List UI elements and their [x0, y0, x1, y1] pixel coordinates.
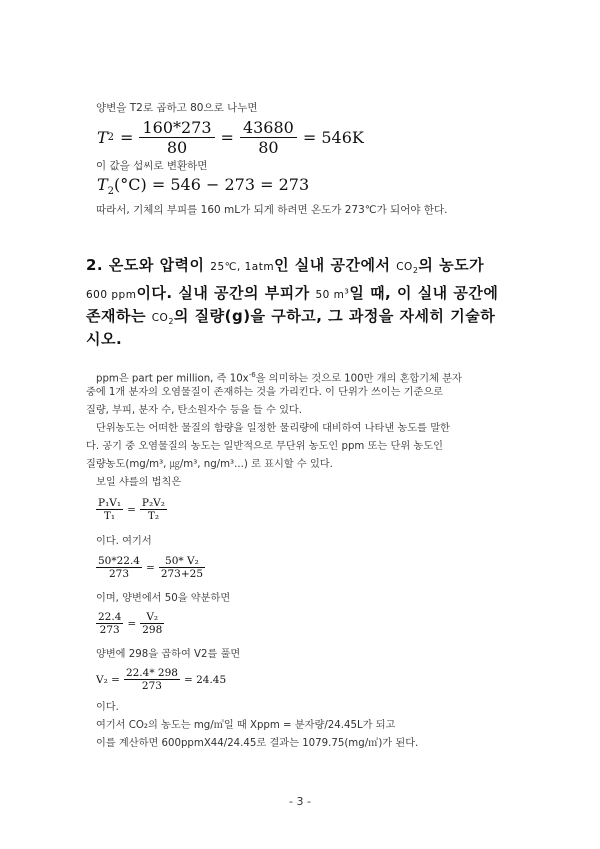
question-line-2 — [86, 282, 498, 303]
fraction: $\frac{\text{50* V₂}}{273+25}$ — [160, 555, 204, 580]
question-text: 온도와 압력이 — [108, 256, 205, 274]
paragraph-line: 질량농도(mg/m³, ㎍/m³, ng/m³...) 로 표시할 수 있다. — [86, 459, 333, 470]
fraction: $\frac{\text{P₂V₂}}{\text{T₂}}$ — [141, 497, 165, 522]
paragraph-line: 중에 1개 분자의 오염물질이 존재하는 것을 가리킨다. 이 단위가 쓰이는 기준으로 — [86, 387, 444, 398]
fraction-denominator: 80 — [139, 137, 214, 157]
question-text: 인 실내 공간에서 — [274, 256, 391, 274]
equation-t2-kelvin — [97, 118, 364, 157]
paragraph-line: ppm은 part per million, 즉 $10x^{-6}$을 의미하는 것으로 100만 개의 혼합기체 분자 — [96, 371, 462, 385]
math-result: = 546K — [302, 128, 364, 147]
fraction: $\frac{\text{P₁V₁}}{\text{T₁}}$ — [98, 497, 122, 522]
paragraph-line: 단위농도는 어떠한 물질의 함량을 일정한 물리량에 대비하여 나타낸 농도를 말한 — [96, 423, 450, 434]
fraction-numerator: 43680 — [242, 118, 294, 137]
question-line-1 — [86, 254, 484, 275]
page-number: - 3 - — [289, 795, 311, 808]
co2-formula: $CO_2$ — [396, 261, 419, 276]
fraction: $\frac{50*22.4}{273}$ — [98, 555, 140, 580]
fraction: $\frac{\text{V₂}}{298}$ — [142, 611, 163, 636]
question-line-4: 시오. — [86, 330, 123, 348]
math-rhs: = 546 − 273 = 273 — [151, 175, 310, 194]
text-line: 이 값을 섭씨로 변환하면 — [96, 160, 208, 172]
question-number: 2. — [86, 256, 104, 274]
formula-boyle-charles: $\frac{\text{P₁V₁}}{\text{T₁}}$ = $\frac{\text{P₂V₂}}{\text{T₂}}$ — [98, 497, 165, 522]
question-ppm: 600 ppm — [86, 289, 137, 301]
fraction: $\frac{22.4}{273}$ — [98, 611, 122, 636]
question-text: 이다. 실내 공간의 부피가 — [136, 284, 310, 302]
math-var: T — [97, 175, 108, 194]
math-sub: 2 — [107, 186, 115, 198]
paragraph-line: 보일 샤를의 법칙은 — [96, 477, 182, 488]
paragraph-line: 이를 계산하면 600ppmX44/24.45로 결과는 1079.75(mg/㎥)가 된다. — [96, 738, 419, 749]
fraction-denominator: 80 — [240, 137, 297, 157]
text-line: 따라서, 기체의 부피를 160 mL가 되게 하려면 온도가 273℃가 되어야 한다. — [96, 204, 448, 216]
question-condition: 25℃, 1atm — [210, 261, 275, 273]
paragraph-line: 여기서 CO₂의 농도는 mg/㎥일 때 Xppm = 분자량/24.45L가 되고 — [96, 720, 396, 731]
paragraph-line: 질량, 부피, 분자 수, 탄소원자수 등을 들 수 있다. — [86, 405, 302, 416]
fraction: $\frac{22.4* 298}{273}$ — [125, 667, 178, 692]
equation-t2-celsius — [97, 175, 309, 197]
question-text: 존재하는 — [86, 307, 146, 325]
formula-substitution: $\frac{50*22.4}{273}$ = $\frac{\text{50* V₂}}{273+25}$ — [98, 555, 204, 580]
paragraph-line: 다. 공기 중 오염물질의 농도는 일반적으로 무단위 농도인 ppm 또는 단위 농도인 — [86, 441, 443, 452]
fraction — [240, 118, 297, 157]
fraction — [139, 118, 214, 157]
math-unit: (°C) — [114, 175, 147, 194]
paragraph-line: 이며, 양변에서 50을 약분하면 — [96, 593, 231, 604]
math-var: T — [97, 128, 108, 147]
math-eq: = — [120, 128, 134, 147]
question-text: 의 질량(g)을 구하고, 그 과정을 자세히 기술하 — [173, 307, 496, 325]
formula-reduced: $\frac{22.4}{273}$ = $\frac{\text{V₂}}{298}$ — [98, 611, 163, 636]
question-text: 일 때, 이 실내 공간에 — [349, 284, 499, 302]
co2-formula: $CO_2$ — [151, 312, 174, 327]
text-line: 양변을 T2로 곱하고 80으로 나누면 — [96, 102, 258, 114]
fraction-numerator: 160*273 — [142, 118, 212, 137]
paragraph-line: 이다. — [96, 702, 119, 713]
paragraph-line: 이다. 여기서 — [96, 536, 152, 547]
question-volume: 50 $m^3$ — [315, 287, 350, 301]
math-sub: 2 — [107, 132, 115, 143]
math-eq: = — [220, 128, 234, 147]
paragraph-line: 양변에 298을 곱하여 V2를 풀면 — [96, 649, 241, 660]
formula-v2: V₂ = $\frac{22.4* 298}{273}$ = 24.45 — [96, 667, 227, 692]
question-text: 의 농도가 — [418, 256, 485, 274]
question-line-3 — [86, 305, 495, 326]
